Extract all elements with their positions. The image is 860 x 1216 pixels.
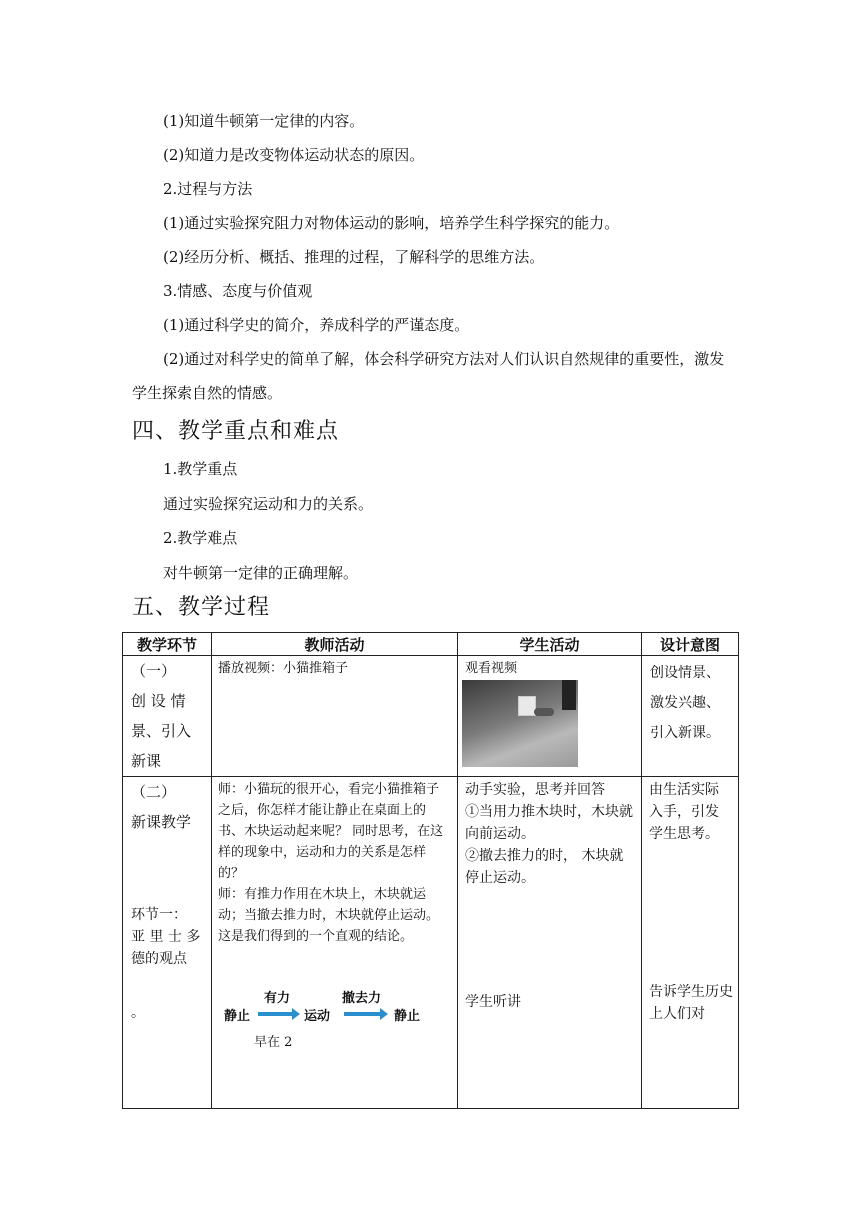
row1-teacher: 播放视频：小猫推箱子: [212, 656, 458, 777]
teaching-process-table: [122, 632, 739, 1109]
arrow-icon: [258, 1012, 294, 1016]
objective-5: (1)通过科学史的简介，养成科学的严谨态度。: [163, 316, 470, 334]
row2-intent: 由生活实际入手，引发学生思考。 告诉学生历史上人们对: [642, 777, 739, 1109]
table-row: [123, 777, 739, 1109]
objective-4: (2)经历分析、概括、推理的过程，了解科学的思维方法。: [163, 248, 545, 266]
difficulty-heading: 2.教学难点: [163, 529, 238, 547]
teacher-question: 师：小猫玩的很开心，看完小猫推箱子之后，你怎样才能让静止在桌面上的书、木块运动起来呢？ 同时思考，在这样的现象中，运动和力的关系是怎样的？: [218, 782, 444, 881]
header-stage: 教学环节: [123, 633, 212, 656]
header-teacher: 教师活动: [212, 633, 458, 656]
objective-2: (2)知道力是改变物体运动状态的原因。: [163, 146, 425, 164]
key-heading: 1.教学重点: [163, 460, 238, 478]
arrow-icon: [344, 1012, 382, 1016]
section4-title: 四、教学重点和难点: [132, 419, 340, 444]
attitude-heading: 3.情感、态度与价值观: [163, 282, 313, 300]
objective-6: (2)通过对科学史的简单了解，体会科学研究方法对人们认识自然规律的重要性，激发学生探索自然的情感。: [132, 350, 725, 402]
row1-student: 观看视频: [458, 656, 642, 777]
process-heading: 2.过程与方法: [163, 180, 253, 198]
key-text: 通过实验探究运动和力的关系。: [163, 495, 374, 513]
row2-teacher: 师：小猫玩的很开心，看完小猫推箱子之后，你怎样才能让静止在桌面上的书、木块运动起来呢？ 同时思考，在这样的现象中，运动和力的关系是怎样的？ 师：有推力作用在木块上，木块就运动；当撤去推力时，木块就停止运动。这是我们得到的一个直观的结论。 静止 有力 运动 撤去力 静止 早在 2: [212, 777, 458, 1109]
header-student: 学生活动: [458, 633, 642, 656]
table-row: [123, 656, 739, 777]
objective-3: (1)通过实验探究阻力对物体运动的影响，培养学生科学探究的能力。: [163, 214, 620, 232]
teacher-conclusion: 师：有推力作用在木块上，木块就运动；当撤去推力时，木块就停止运动。这是我们得到的一个直观的结论。: [218, 887, 440, 944]
row2-student: 动手实验，思考并回答 ①当用力推木块时，木块就向前运动。 ②撤去推力的时， 木块就停止运动。 学生听讲: [458, 777, 642, 1109]
section5-title: 五、教学过程: [132, 595, 271, 620]
row1-stage: （一） 创 设 情 景、引入 新课: [123, 656, 212, 777]
difficulty-text: 对牛顿第一定律的正确理解。: [163, 564, 359, 582]
header-intent: 设计意图: [642, 633, 739, 656]
motion-diagram: 静止 有力 运动 撤去力 静止: [224, 991, 421, 1024]
table-header-row: [123, 633, 739, 656]
row1-intent: 创设情景、 激发兴趣、 引入新课。: [642, 656, 739, 777]
row2-stage: （二） 新课教学 环节一： 亚 里 士 多 德的观点 。: [123, 777, 212, 1109]
video-thumbnail[interactable]: [462, 680, 578, 767]
objective-1: (1)知道牛顿第一定律的内容。: [163, 112, 365, 130]
